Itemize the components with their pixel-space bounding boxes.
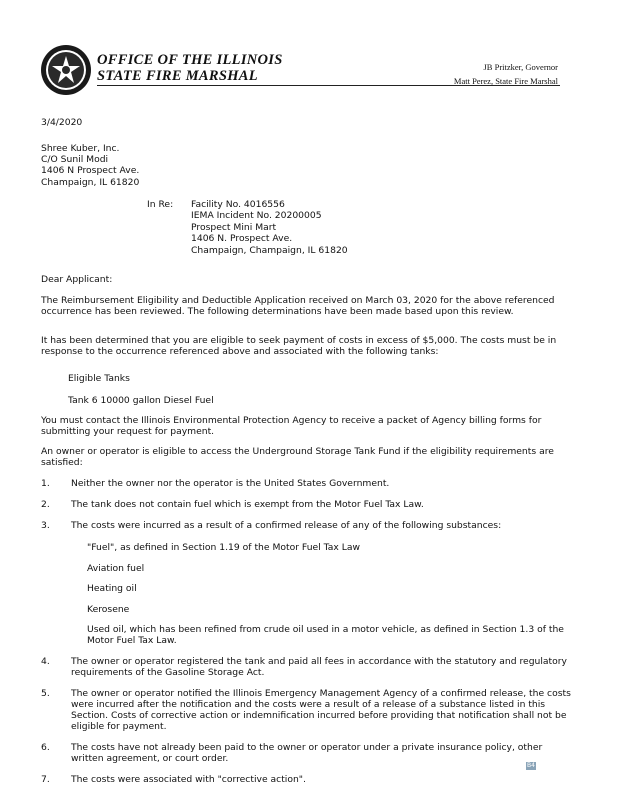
office-title-line2: STATE FIRE MARSHAL [97,68,258,84]
office-title-line1: OFFICE OF THE ILLINOIS [97,52,283,68]
paragraph-review: The Reimbursement Eligibility and Deductible Application received on March 03, 2020 for the above referenced occurrence has been reviewed. The following determinations have been made based upon this review. [41,295,555,317]
substance-item: Aviation fuel [87,563,145,574]
eligible-tank: Tank 6 10000 gallon Diesel Fuel [68,395,214,406]
page-mark: B4 [527,762,535,769]
site-name: Prospect Mini Mart [191,222,277,233]
site-city: Champaign, Champaign, IL 61820 [191,245,348,256]
governor-name: JB Pritzker, Governor [483,62,558,72]
substance-item: Heating oil [87,583,137,594]
paragraph-contact-iepa: You must contact the Illinois Environmental Protection Agency to receive a packet of Agency billing forms for submitting your request for payment. [41,415,542,437]
substance-item: Used oil, which has been refined from crude oil used in a motor vehicle, as defined in Section 1.3 of the Motor Fuel Tax Law. [87,624,564,646]
recipient-line: Champaign, IL 61820 [41,177,140,188]
requirement-number: 4. [41,656,50,667]
requirement-text: The tank does not contain fuel which is exempt from the Motor Fuel Tax Law. [71,499,424,510]
requirement-text: Neither the owner nor the operator is the United States Government. [71,478,390,489]
recipient-line: C/O Sunil Modi [41,154,109,165]
substance-item: Kerosene [87,604,130,615]
office-title [97,52,283,84]
salutation: Dear Applicant: [41,274,113,285]
paragraph-requirements-intro: An owner or operator is eligible to access the Underground Storage Tank Fund if the eligibility requirements are satisfied: [41,446,554,468]
eligible-tanks-label: Eligible Tanks [68,373,130,384]
site-address: 1406 N. Prospect Ave. [191,233,293,244]
requirement-text: The owner or operator registered the tank and paid all fees in accordance with the statutory and regulatory requirements of the Gasoline Storage Act. [71,656,567,678]
letter-date: 3/4/2020 [41,117,83,128]
recipient-line: Shree Kuber, Inc. [41,143,120,154]
requirement-text: The costs were associated with "corrective action". [71,774,306,785]
fire-marshal-name: Matt Perez, State Fire Marshal [453,76,558,86]
requirement-text: The owner or operator notified the Illinois Emergency Management Agency of a confirmed release, the costs were incurred after the notification and the costs were a result of a release of a substance listed in this Section. Costs of corrective action or indemnification incurred before providing that notification shall not be eligible for payment. [71,688,571,732]
requirement-text: The costs have not already been paid to the owner or operator under a private insurance policy, other written agreement, or court order. [71,742,543,764]
requirement-number: 6. [41,742,50,753]
requirement-number: 1. [41,478,50,489]
requirement-number: 7. [41,774,50,785]
recipient-line: 1406 N Prospect Ave. [41,165,140,176]
iema-incident-number: IEMA Incident No. 20200005 [191,210,322,221]
fire-marshal-seal-icon [40,44,92,96]
requirement-number: 2. [41,499,50,510]
substance-item: "Fuel", as defined in Section 1.19 of the Motor Fuel Tax Law [87,542,360,553]
requirement-number: 3. [41,520,50,531]
requirement-text: The costs were incurred as a result of a confirmed release of any of the following substances: [71,520,502,531]
facility-number: Facility No. 4016556 [191,199,285,210]
in-re-label: In Re: [147,199,174,210]
requirement-number: 5. [41,688,50,699]
paragraph-eligibility: It has been determined that you are eligible to seek payment of costs in excess of $5,000. The costs must be in response to the occurrence referenced above and associated with the following tanks: [41,335,557,357]
